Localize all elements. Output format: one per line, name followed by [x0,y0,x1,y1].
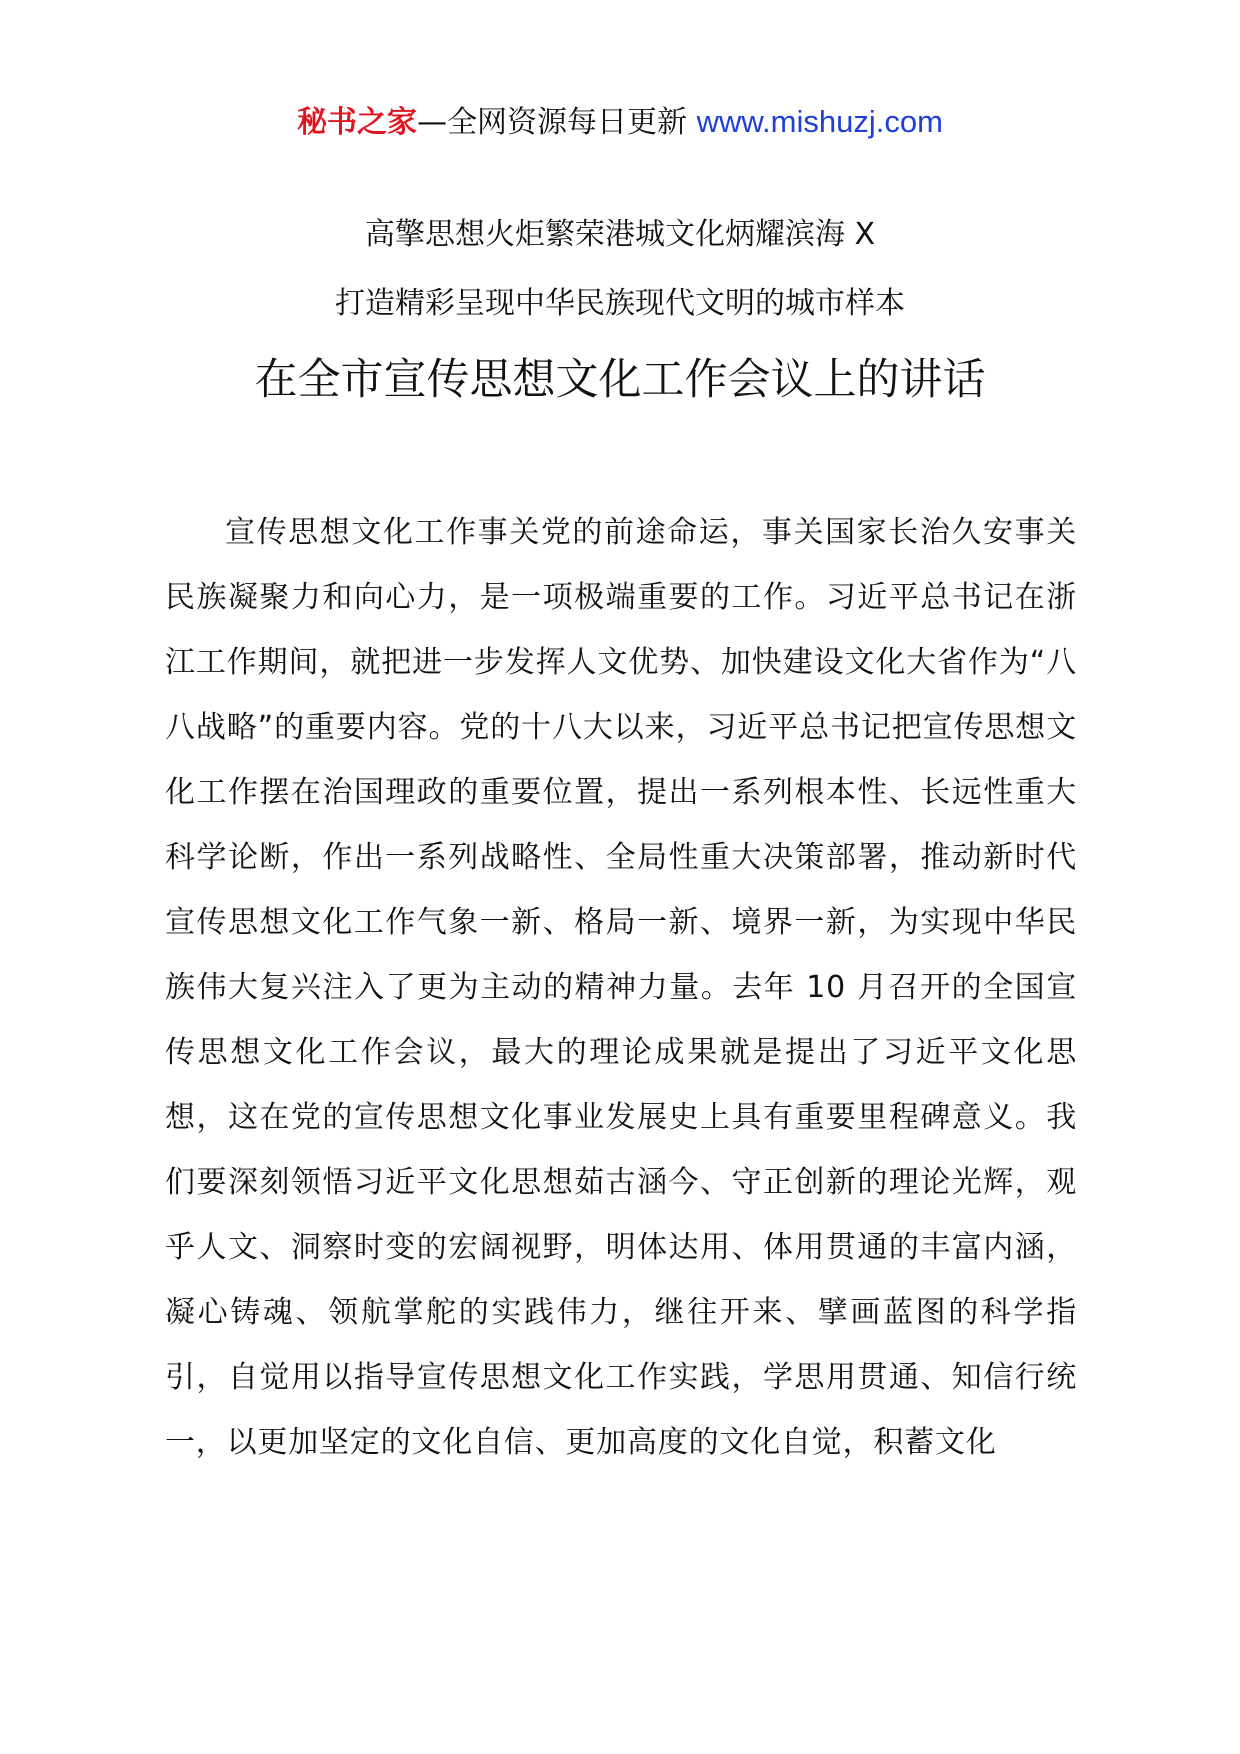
header-tagline: —全网资源每日更新 [417,105,688,140]
site-header [0,100,1240,145]
site-url-link[interactable]: www.mishuzj.com [696,104,943,139]
title-block [0,215,1240,408]
brand-name: 秘书之家 [297,105,418,140]
subtitle-line-1: 高擎思想火炬繁荣港城文化炳耀滨海 X [364,217,876,252]
page-title: 在全市宣传思想文化工作会议上的讲话 [254,355,986,405]
body-paragraph: 宣传思想文化工作事关党的前途命运，事关国家长治久安事关民族凝聚力和向心力，是一项极端重要的工作。习近平总书记在浙江工作期间，就把进一步发挥人文优势、加快建设文化大省作为“八八战略”的重要内容。党的十八大以来，习近平总书记把宣传思想文化工作摆在治国理政的重要位置，提出一系列根本性、长远性重大科学论断，作出一系列战略性、全局性重大决策部署，推动新时代宣传思想文化工作气象一新、格局一新、境界一新，为实现中华民族伟大复兴注入了更为主动的精神力量。去年 10 月召开的全国宣传思想文化工作会议，最大的理论成果就是提出了习近平文化思想，这在党的宣传思想文化事业发展史上具有重要里程碑意义。我们要深刻领悟习近平文化思想茹古涵今、守正创新的理论光辉，观乎人文、洞察时变的宏阔视野，明体达用、体用贯通的丰富内涵，凝心铸魂、领航掌舵的实践伟力，继往开来、擘画蓝图的科学指引，自觉用以指导宣传思想文化工作实践，学思用贯通、知信行统一，以更加坚定的文化自信、更加高度的文化自觉，积蓄文化 [165,515,1077,1460]
subtitle-line-2: 打造精彩呈现中华民族现代文明的城市样本 [335,286,905,321]
